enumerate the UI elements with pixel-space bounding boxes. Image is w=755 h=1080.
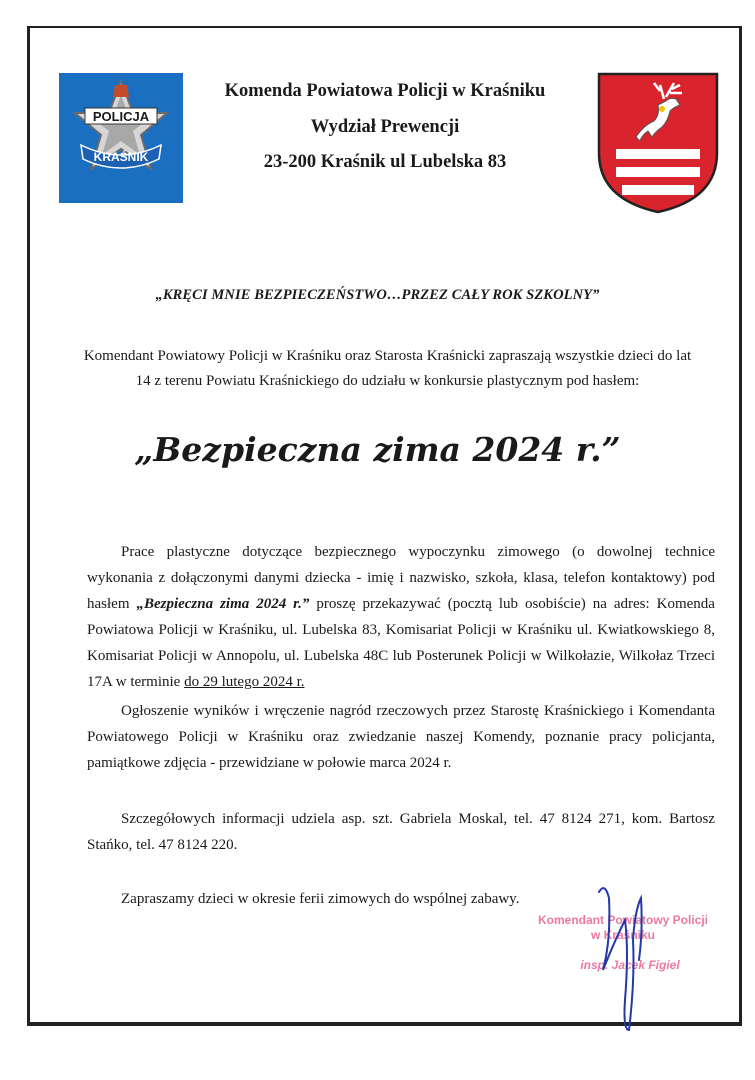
institution-address: 23-200 Kraśnik ul Lubelska 83 (263, 152, 507, 172)
stamp-name: insp. Jacek Figiel (580, 958, 680, 972)
contest-title: „Bezpieczna zima 2024 r.” (134, 430, 621, 469)
handwritten-signature (585, 880, 665, 1035)
campaign-slogan: „KRĘCI MNIE BEZPIECZEŃSTWO…PRZEZ CAŁY ROK SZKOLNY” (155, 287, 600, 303)
submission-addresses: proszę przekazywać (pocztą lub osobiście) na adres: Komenda Powiatowa Policji w Kraśniku, ul. Lubelska 83, Komisariat Policji w Kraśniku ul. Kwiatkowskiego 8, Komisariat Policji w Annopolu, ul. Lubelska 48C lub Posterunek Policji w Wilkołazie, Wilkołaz Trzeci 17A w terminie (87, 596, 715, 690)
police-star-badge-icon (59, 73, 183, 203)
results-paragraph: Ogłoszenie wyników i wręczenie nagród rzeczowych przez Starostę Kraśnickiego i Komendanta Powiatowego Policji w Kraśniku oraz zwiedzanie naszej Komendy, poznanie pracy policjanta, pamiątkowe zdjęcia - przewidziane w połowie marca 2024 r. (87, 703, 715, 771)
stamp-title: Komendant Powiatowy Policji (537, 913, 709, 927)
logo-bottom-text: KRAŚNIK (93, 150, 149, 164)
submission-paragraph (87, 539, 715, 695)
department-name: Wydział Prewencji (310, 116, 460, 137)
krasnik-county-coat-of-arms-icon (596, 71, 720, 215)
police-logo (59, 73, 183, 203)
letterhead (185, 74, 585, 181)
invitation-paragraph: Zapraszamy dzieci w okresie ferii zimowych do wspólnej zabawy. (121, 891, 520, 907)
submission-text: Prace plastyczne dotyczące bezpiecznego wypoczynku zimowego (o dowolnej technice wykonania z dołączonymi danymi dziecka - imię i nazwisko, szkoła, klasa, telefon kontaktowy) pod hasłem (87, 544, 715, 612)
coat-of-arms (596, 71, 720, 215)
institution-name: Komenda Powiatowa Policji w Kraśniku (224, 81, 546, 101)
deadline: do 29 lutego 2024 r. (184, 674, 305, 690)
stamp-location: w Kraśniku (590, 928, 656, 942)
intro-paragraph: Komendant Powiatowy Policji w Kraśniku oraz Starosta Kraśnicki zapraszają wszystkie dzieci do lat 14 z terenu Powiatu Kraśnickiego do udziału w konkursie plastycznym pod hasłem: (83, 348, 692, 389)
logo-top-text: POLICJA (92, 109, 150, 124)
contact-paragraph: Szczegółowych informacji udziela asp. szt. Gabriela Moskal, tel. 47 8124 271, kom. Bartosz Stańko, tel. 47 8124 220. (87, 811, 715, 853)
contest-title-inline: „Bezpieczna zima 2024 r.” (136, 596, 310, 612)
